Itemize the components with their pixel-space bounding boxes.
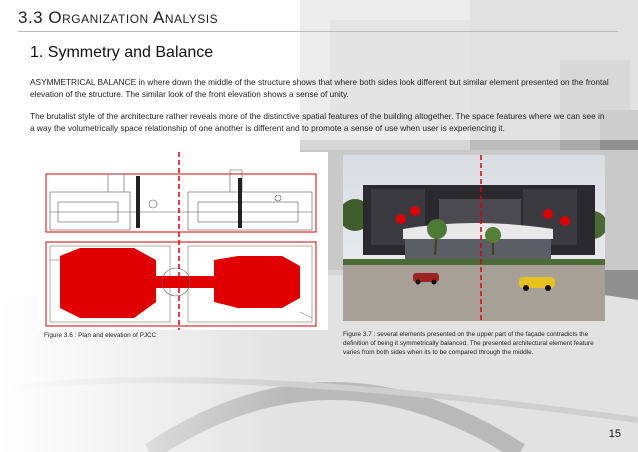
section-heading: 1. Symmetry and Balance <box>30 44 214 61</box>
paragraph-asymmetrical-balance: ASYMMETRICAL BALANCE in where down the middle of the structure shows that where both sides look different but similar element presented on the frontal elevation of the structure. The similar look of the front elevation shows a sense of unity. <box>30 77 609 99</box>
plan-elevation-drawing <box>38 152 328 330</box>
figure-3-7-caption: Figure 3.7 : several elements presented on the upper part of the façade contradicts the definition of being it symmetrically balanced. The presented architectural element feature varies from both sides when its to be compared through the middle. <box>343 331 594 356</box>
paragraph-brutalist-style: The brutalist style of the architecture rather reveals more of the distinctive spatial features of the building altogether. The space features where we can see in a way the volumetrically space relationship of one another is different and to promote a sense of use when user is experiencing it. <box>30 111 605 133</box>
title-divider <box>18 31 618 32</box>
page-number: 15 <box>608 428 621 440</box>
facade-photo <box>343 155 605 321</box>
page-title: 3.3 Organization Analysis <box>18 8 219 27</box>
figure-3-6-caption: Figure 3.6 : Plan and elevation of PJCC <box>44 332 157 339</box>
